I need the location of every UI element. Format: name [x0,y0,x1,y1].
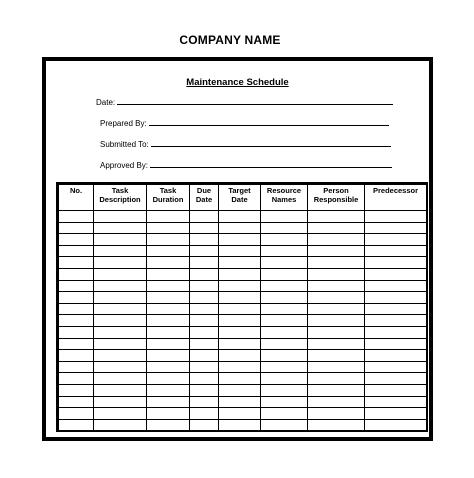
table-row [59,315,427,327]
table-cell[interactable] [94,326,147,338]
column-header: Resource Names [261,185,308,211]
table-row [59,280,427,292]
table-cell[interactable] [308,384,365,396]
column-header: Due Date [190,185,219,211]
table-cell[interactable] [190,338,219,350]
table-cell[interactable] [59,361,94,373]
table-row [59,361,427,373]
table-cell[interactable] [190,361,219,373]
column-header: Task Duration [147,185,190,211]
table-cell[interactable] [59,396,94,408]
table-row [59,326,427,338]
table-cell[interactable] [308,408,365,420]
table-cell[interactable] [59,257,94,269]
table-cell[interactable] [94,373,147,385]
table-cell[interactable] [365,326,427,338]
table-row [59,384,427,396]
table-cell[interactable] [59,384,94,396]
column-header: No. [59,185,94,211]
table-cell[interactable] [147,222,190,234]
table-cell[interactable] [365,292,427,304]
table-row [59,419,427,431]
table-cell[interactable] [308,257,365,269]
table-cell[interactable] [59,373,94,385]
table-cell[interactable] [94,361,147,373]
table-cell[interactable] [365,373,427,385]
table-cell[interactable] [190,268,219,280]
table-cell[interactable] [147,268,190,280]
table-row [59,303,427,315]
table-cell[interactable] [261,222,308,234]
table-cell[interactable] [219,384,261,396]
table-cell[interactable] [59,292,94,304]
table-cell[interactable] [261,245,308,257]
table-cell[interactable] [308,245,365,257]
prepared-by-label: Prepared By: [100,119,147,128]
table-cell[interactable] [261,419,308,431]
company-name: COMPANY NAME [179,33,281,47]
table-cell[interactable] [190,234,219,246]
table-cell[interactable] [94,384,147,396]
table-cell[interactable] [190,211,219,223]
prepared-by-input-line[interactable] [149,125,389,126]
table-cell[interactable] [261,350,308,362]
column-header: Task Description [94,185,147,211]
table-cell[interactable] [190,419,219,431]
table-cell[interactable] [261,396,308,408]
table-cell[interactable] [308,268,365,280]
table-cell[interactable] [147,338,190,350]
table-cell[interactable] [308,419,365,431]
table-cell[interactable] [59,268,94,280]
table-cell[interactable] [59,408,94,420]
table-cell[interactable] [94,315,147,327]
table-body [59,211,427,431]
table-cell[interactable] [219,280,261,292]
table-cell[interactable] [261,315,308,327]
table-row [59,408,427,420]
table-cell[interactable] [308,234,365,246]
table-cell[interactable] [365,268,427,280]
table-cell[interactable] [94,303,147,315]
table-cell[interactable] [94,257,147,269]
table-cell[interactable] [147,234,190,246]
table-cell[interactable] [59,326,94,338]
table-cell[interactable] [94,419,147,431]
column-header: Predecessor [365,185,427,211]
table-cell[interactable] [365,245,427,257]
table-cell[interactable] [365,338,427,350]
table-cell[interactable] [94,396,147,408]
table-cell[interactable] [219,268,261,280]
schedule-form-frame [42,57,433,441]
table-cell[interactable] [219,326,261,338]
approved-by-field [100,161,392,170]
table-cell[interactable] [147,303,190,315]
table-cell[interactable] [190,373,219,385]
table-cell[interactable] [308,396,365,408]
table-cell[interactable] [59,222,94,234]
table-cell[interactable] [219,292,261,304]
table-cell[interactable] [308,280,365,292]
table-cell[interactable] [308,338,365,350]
table-cell[interactable] [59,303,94,315]
table-row [59,211,427,223]
table-cell[interactable] [59,280,94,292]
table-cell[interactable] [308,303,365,315]
form-title: Maintenance Schedule [186,77,289,88]
table-cell[interactable] [59,419,94,431]
table-cell[interactable] [261,408,308,420]
table-cell[interactable] [147,315,190,327]
table-cell[interactable] [94,338,147,350]
table-cell[interactable] [94,245,147,257]
table-cell[interactable] [308,361,365,373]
column-header: Person Responsible [308,185,365,211]
table-cell[interactable] [94,268,147,280]
table-row [59,245,427,257]
table-cell[interactable] [59,211,94,223]
table-cell[interactable] [308,350,365,362]
table-cell[interactable] [147,257,190,269]
table-cell[interactable] [365,361,427,373]
table-cell[interactable] [261,303,308,315]
submitted-to-label: Submitted To: [100,140,149,149]
table-cell[interactable] [219,222,261,234]
table-cell[interactable] [365,408,427,420]
table-cell[interactable] [190,384,219,396]
table-row [59,373,427,385]
approved-by-input-line[interactable] [150,167,392,168]
table-cell[interactable] [190,326,219,338]
table-cell[interactable] [147,361,190,373]
table-cell[interactable] [219,408,261,420]
date-input-line[interactable] [117,104,393,105]
table-cell[interactable] [94,234,147,246]
table-cell[interactable] [59,350,94,362]
table-cell[interactable] [147,350,190,362]
table-cell[interactable] [219,373,261,385]
table-row [59,292,427,304]
submitted-to-input-line[interactable] [151,146,391,147]
table-cell[interactable] [219,396,261,408]
table-row [59,396,427,408]
table-cell[interactable] [308,373,365,385]
date-field [96,98,393,107]
table-row [59,222,427,234]
table-cell[interactable] [261,280,308,292]
table-cell[interactable] [190,315,219,327]
table-cell[interactable] [261,373,308,385]
table-cell[interactable] [261,361,308,373]
schedule-table [58,184,427,431]
table-cell[interactable] [94,211,147,223]
table-cell[interactable] [219,419,261,431]
table-cell[interactable] [365,303,427,315]
table-cell[interactable] [219,245,261,257]
table-cell[interactable] [190,396,219,408]
table-header-row [59,185,427,211]
table-cell[interactable] [261,292,308,304]
table-cell[interactable] [365,257,427,269]
table-cell[interactable] [94,350,147,362]
table-cell[interactable] [219,211,261,223]
table-cell[interactable] [190,408,219,420]
table-cell[interactable] [94,408,147,420]
date-label: Date: [96,98,116,107]
table-cell[interactable] [147,408,190,420]
table-cell[interactable] [94,292,147,304]
table-cell[interactable] [190,222,219,234]
table-cell[interactable] [190,292,219,304]
table-cell[interactable] [308,315,365,327]
table-cell[interactable] [59,245,94,257]
table-cell[interactable] [261,384,308,396]
table-cell[interactable] [190,257,219,269]
table-cell[interactable] [94,222,147,234]
table-row [59,268,427,280]
table-cell[interactable] [365,315,427,327]
table-cell[interactable] [59,338,94,350]
table-cell[interactable] [365,280,427,292]
table-cell[interactable] [59,234,94,246]
schedule-table-wrapper [56,182,428,432]
table-cell[interactable] [365,350,427,362]
table-row [59,350,427,362]
table-cell[interactable] [365,222,427,234]
table-cell[interactable] [190,350,219,362]
table-cell[interactable] [261,268,308,280]
table-cell[interactable] [219,234,261,246]
table-cell[interactable] [147,373,190,385]
table-cell[interactable] [219,350,261,362]
table-cell[interactable] [147,384,190,396]
table-cell[interactable] [219,303,261,315]
table-cell[interactable] [190,280,219,292]
table-cell[interactable] [308,326,365,338]
table-cell[interactable] [219,315,261,327]
table-cell[interactable] [147,211,190,223]
table-cell[interactable] [365,211,427,223]
table-cell[interactable] [308,222,365,234]
table-cell[interactable] [365,234,427,246]
table-cell[interactable] [261,234,308,246]
table-cell[interactable] [308,292,365,304]
prepared-by-field [100,119,389,128]
table-cell[interactable] [365,384,427,396]
table-cell[interactable] [94,280,147,292]
approved-by-label: Approved By: [100,161,149,170]
table-cell[interactable] [308,211,365,223]
table-cell[interactable] [147,280,190,292]
table-cell[interactable] [59,315,94,327]
column-header: Target Date [219,185,261,211]
table-cell[interactable] [219,257,261,269]
table-cell[interactable] [190,303,219,315]
table-cell[interactable] [147,326,190,338]
table-cell[interactable] [147,419,190,431]
table-cell[interactable] [261,257,308,269]
table-cell[interactable] [261,338,308,350]
table-row [59,338,427,350]
submitted-to-field [100,140,391,149]
table-cell[interactable] [365,419,427,431]
table-cell[interactable] [147,396,190,408]
table-cell[interactable] [365,396,427,408]
table-row [59,234,427,246]
table-cell[interactable] [147,245,190,257]
table-cell[interactable] [261,326,308,338]
table-cell[interactable] [219,361,261,373]
table-row [59,257,427,269]
table-cell[interactable] [147,292,190,304]
table-cell[interactable] [261,211,308,223]
table-cell[interactable] [219,338,261,350]
table-cell[interactable] [190,245,219,257]
